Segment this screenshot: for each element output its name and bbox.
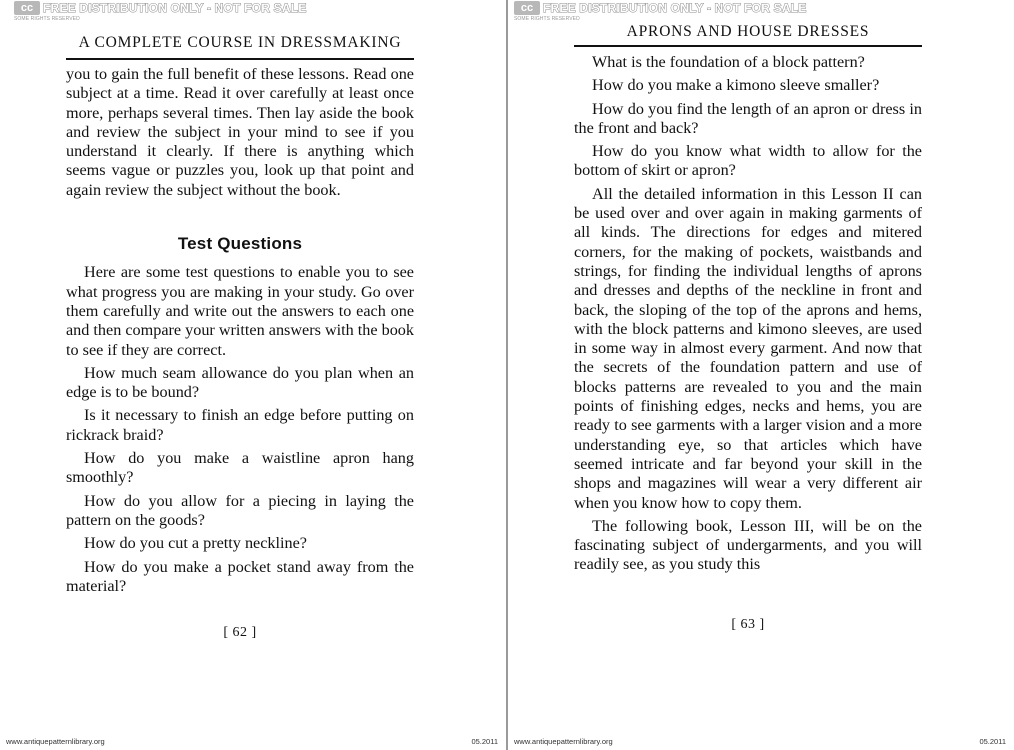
- paragraph: All the detailed information in this Lesson II can be used over and over again in making garments of all kinds. The directions for edges and mitered corners, for the making of pockets, waistbands and strings, for finding the individual lengths of aprons and dresses and depths of the neckline in front and back, the sloping of the top of the aprons and hems, with the block patterns and kimono sleeves, are used in some way in almost every garment. And now that the secrets of the foundation pattern and use of blocks patterns are revealed to you and the main points of finishing edges, necks and hems, you are ready to see garments with a larger vision and a more understanding eye, so that articles which have seemed intricate and far beyond your skill in the shops and magazines will wear a very different air when you know how to copy them.: [574, 184, 922, 512]
- footer-link[interactable]: www.antiquepatternlibrary.org: [514, 737, 613, 746]
- test-question: How do you make a pocket stand away from the material?: [66, 557, 414, 595]
- test-question: What is the foundation of a block pattern?: [592, 53, 865, 71]
- test-question: How do you find the length of an apron or dress in the front and back?: [574, 99, 922, 137]
- test-question: Is it necessary to finish an edge before putting on rickrack braid?: [66, 406, 414, 444]
- test-question: How do you cut a pretty neckline?: [84, 534, 307, 553]
- left-page: [0, 0, 506, 750]
- running-head: A COMPLETE COURSE IN DRESSMAKING: [78, 34, 402, 51]
- head-rule: [66, 58, 414, 60]
- head-rule: [574, 45, 922, 47]
- paragraph: The following book, Lesson III, will be on the fascinating subject of undergarments, and you will readily see, as you study this: [574, 516, 922, 574]
- page-number: [ 63 ]: [731, 617, 765, 632]
- body-text: [574, 53, 922, 579]
- footer-date: 05.2011: [979, 737, 1006, 746]
- section-heading: Test Questions: [177, 234, 303, 254]
- test-question: How do you allow for a piecing in laying the pattern on the goods?: [66, 491, 414, 529]
- right-page: [508, 0, 1014, 750]
- footer-link[interactable]: www.antiquepatternlibrary.org: [6, 737, 105, 746]
- license-banner: [14, 1, 306, 15]
- paragraph: you to gain the full benefit of these lessons. Read one subject at a time. Read it over carefully at least once more, perhaps several times. Then lay aside the book and review the subject in your mind to see if you understand it clearly. If there is anything which seems vague or puzzles you, look up that point and again review the subject without the book.: [66, 65, 414, 199]
- paragraph: Here are some test questions to enable you to see what progress you are making in your study. Go over them carefully and write out the answers to each one and then compare your written answers with the book to see if they are correct.: [66, 263, 414, 359]
- footer-date: 05.2011: [471, 737, 498, 746]
- license-banner-text: FREE DISTRIBUTION ONLY - NOT FOR SALE: [543, 1, 807, 15]
- test-question: How do you make a waistline apron hang smoothly?: [66, 449, 414, 487]
- license-banner-text: FREE DISTRIBUTION ONLY - NOT FOR SALE: [43, 1, 307, 15]
- page-number: [ 62 ]: [223, 625, 257, 640]
- license-banner-subtext: SOME RIGHTS RESERVED: [14, 16, 80, 22]
- test-question: How do you make a kimono sleeve smaller?: [592, 76, 880, 95]
- running-head: APRONS AND HOUSE DRESSES: [626, 23, 870, 40]
- license-banner: [514, 1, 806, 15]
- license-banner-subtext: SOME RIGHTS RESERVED: [514, 16, 580, 22]
- test-question: How much seam allowance do you plan when an edge is to be bound?: [66, 363, 414, 402]
- body-text: [66, 65, 414, 600]
- creative-commons-icon: cc: [514, 1, 540, 15]
- test-question: How do you know what width to allow for the bottom of skirt or apron?: [574, 142, 922, 180]
- creative-commons-icon: cc: [14, 1, 40, 15]
